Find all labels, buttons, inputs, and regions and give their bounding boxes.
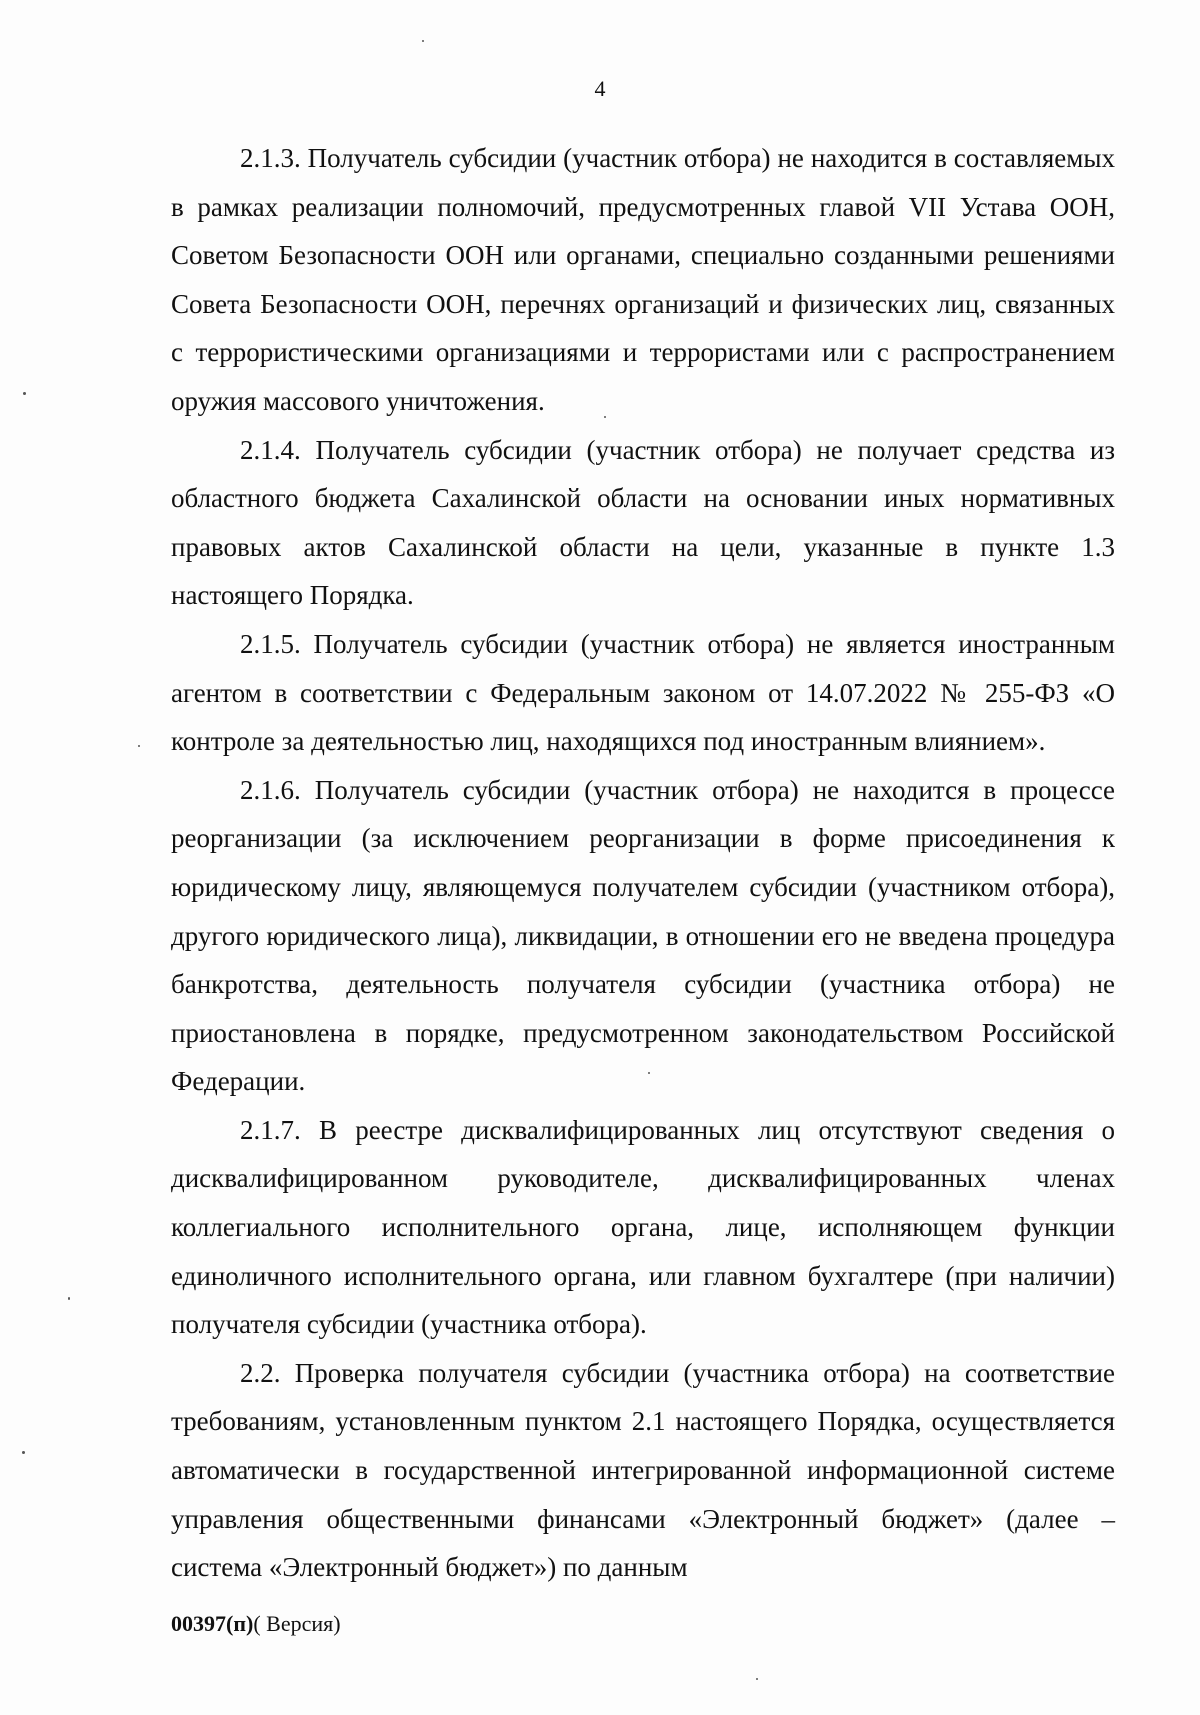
paragraph-2-1-3: 2.1.3. Получатель субсидии (участник отбора) не находится в составляемых в рамках реализации полномочий, предусмотренных главой VII Устава ООН, Советом Безопасности ООН или органами, специально созданными решениями Совета Безопасности ООН, перечнях организаций и физических лиц, связанных с террористическими организациями и террористами или с распространением оружия массового уничтожения. [171,143,1115,416]
document-code-footer [171,1611,341,1637]
scan-speck [756,1678,758,1680]
paragraph-2-1-6: 2.1.6. Получатель субсидии (участник отбора) не находится в процессе реорганизации (за исключением реорганизации в форме присоединения к юридическому лицу, являющемуся получателем субсидии (участником отбора), другого юридического лица), ликвидации, в отношении его не введена процедура банкротства, деятельность получателя субсидии (участника отбора) не приостановлена в порядке, предусмотренном законодательством Российской Федерации. [171,774,1115,1097]
paragraph-2-1-4: 2.1.4. Получатель субсидии (участник отбора) не получает средства из областного бюджета Сахалинской области на основании иных нормативных правовых актов Сахалинской области на цели, указанные в пункте 1.3 настоящего Порядка. [171,434,1115,611]
scan-speck [138,745,140,747]
paragraph-2-2: 2.2. Проверка получателя субсидии (участника отбора) на соответствие требованиям, установленным пунктом 2.1 настоящего Порядка, осуществляется автоматически в государственной интегрированной информационной системе управления общественными финансами «Электронный бюджет» (далее – система «Электронный бюджет») по данным [171,1357,1115,1583]
paragraph-2-1-7: 2.1.7. В реестре дисквалифицированных лиц отсутствуют сведения о дисквалифицированном руководителе, дисквалифицированных членах коллегиального исполнительного органа, лице, исполняющем функции единоличного исполнительного органа, или главном бухгалтере (при наличии) получателя субсидии (участника отбора). [171,1114,1115,1340]
document-body [171,134,1115,1592]
scan-speck [68,1297,70,1300]
paragraph-2-1-5: 2.1.5. Получатель субсидии (участник отбора) не является иностранным агентом в соответствии с Федеральным законом от 14.07.2022 № 255-ФЗ «О контроле за деятельностью лиц, находящихся под иностранным влиянием». [171,628,1115,757]
page-number: 4 [594,76,606,101]
scan-speck [22,1451,25,1454]
document-version: ( Версия) [253,1611,341,1636]
document-code: 00397(п) [171,1611,254,1636]
scan-speck [23,392,26,395]
scan-speck [604,416,606,418]
scan-speck [422,40,424,42]
scan-speck [648,1072,650,1074]
